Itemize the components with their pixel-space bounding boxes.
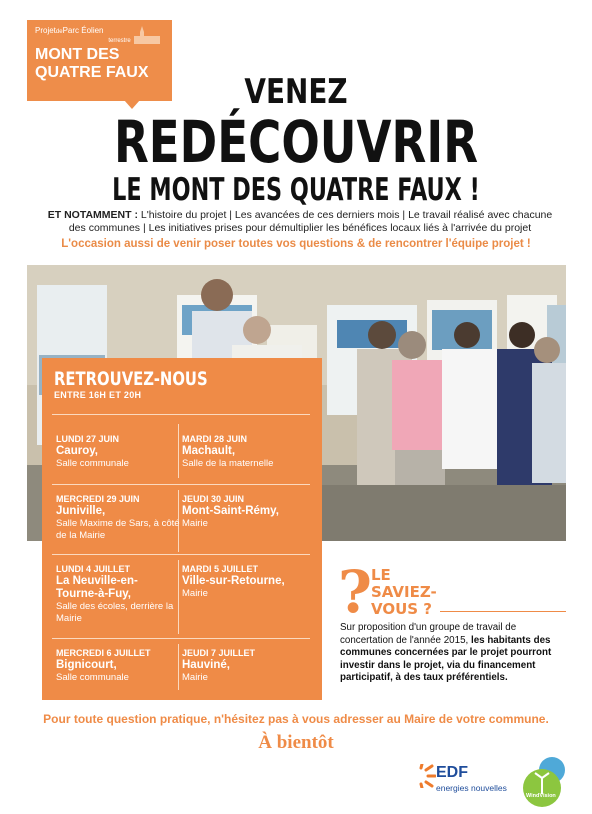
event-place: Mairie — [182, 518, 208, 529]
logo-de: de — [55, 29, 63, 35]
event-date: LUNDI 4 JUILLET — [56, 564, 131, 574]
schedule-vertical-divider — [178, 560, 179, 634]
logo-parc: Parc Éolien — [62, 26, 104, 35]
event-item — [182, 494, 312, 530]
saviez-vous-text — [340, 622, 570, 685]
event-date: MERCREDI 6 JUILLET — [56, 648, 151, 658]
event-date: JEUDI 30 JUIN — [182, 494, 245, 504]
event-item — [182, 648, 312, 684]
event-place: Mairie — [182, 672, 208, 683]
saviez-text-1: Sur proposition d'un groupe de travail de concertation de l'année 2015, — [340, 622, 517, 646]
headline-line-3: LE MONT DES QUATRE FAUX ! — [112, 172, 480, 208]
logo-projet: Projet — [35, 26, 56, 35]
event-village: La Neuville-en-Tourne-à-Fuy, — [56, 575, 138, 600]
event-village: Ville-sur-Retourne, — [182, 575, 285, 587]
notamment-label: ET NOTAMMENT : — [47, 209, 138, 221]
event-village: Bignicourt, — [56, 659, 117, 671]
saviez-title-2: SAVIEZ- — [371, 583, 437, 601]
event-place: Salle communale — [56, 458, 129, 469]
headline-line-2: REDÉCOUVRIR — [113, 108, 479, 176]
footer-closing: À bientôt — [258, 732, 334, 753]
headline-line-1: VENEZ — [244, 72, 348, 112]
schedule-divider — [52, 554, 310, 555]
saviez-vous-title — [371, 567, 437, 618]
schedule-box — [42, 358, 322, 700]
event-place: Salle Maxime de Sars, à côté de la Mairie — [56, 518, 180, 541]
saviez-title-3: VOUS ? — [371, 600, 433, 618]
event-item — [182, 564, 312, 600]
windvision-logo — [522, 756, 570, 813]
event-village: Machault, — [182, 445, 236, 457]
event-date: LUNDI 27 JUIN — [56, 434, 120, 444]
saviez-title-1: LE — [371, 566, 391, 584]
event-village: Cauroy, — [56, 445, 98, 457]
schedule-subtitle: ENTRE 16H ET 20H — [54, 390, 142, 400]
saviez-text-2: les habitants des communes concernées par le projet pourront investir dans le projet, via du financement participatif, à des taux préférentiels. — [340, 634, 552, 683]
event-date: MERCREDI 29 JUIN — [56, 494, 140, 504]
event-date: MARDI 28 JUIN — [182, 434, 248, 444]
event-place: Mairie — [182, 588, 208, 599]
edf-subtitle: energies nouvelles — [436, 783, 507, 793]
event-place: Salle communale — [56, 672, 129, 683]
edf-wordmark: EDF — [436, 764, 468, 781]
schedule-divider — [52, 638, 310, 639]
windvision-wordmark: WindVision — [526, 793, 556, 799]
event-date: JEUDI 7 JUILLET — [182, 648, 256, 658]
event-item — [56, 564, 178, 625]
footer-contact-line: Pour toute question pratique, n'hésitez pas à vous adresser au Maire de votre commune. — [43, 712, 549, 726]
schedule-divider — [52, 484, 310, 485]
schedule-title: RETROUVEZ-NOUS — [54, 368, 208, 390]
logo-terrestre: terrestre — [108, 38, 131, 44]
event-place: Salle de la maternelle — [182, 458, 274, 469]
edf-sun-icon — [408, 764, 436, 788]
event-village: Hauviné, — [182, 659, 230, 671]
church-icon — [132, 24, 162, 46]
event-item — [182, 434, 312, 470]
event-village: Juniville, — [56, 505, 106, 517]
event-item — [56, 494, 180, 542]
notamment-paragraph — [40, 209, 560, 235]
notamment-text: L'histoire du projet | Les avancées de ces derniers mois | Le travail réalisé avec chacune des communes | Les initiatives prises pour démultiplier les bénéfices locaux liés à l'arrivée du projet — [68, 209, 553, 234]
saviez-divider — [440, 611, 566, 612]
event-item — [56, 434, 186, 470]
occasion-line: L'occasion aussi de venir poser toutes vos questions & de rencontrer l'équipe projet ! — [61, 238, 531, 250]
event-village: Mont-Saint-Rémy, — [182, 505, 279, 517]
logo-title-2: QUATRE FAUX — [35, 64, 149, 81]
question-mark-icon: ? — [338, 558, 372, 626]
event-place: Salle des écoles, derrière la Mairie — [56, 601, 174, 624]
windvision-icon — [522, 756, 570, 808]
logo-title-1: MONT DES — [35, 46, 120, 63]
schedule-divider — [52, 414, 310, 415]
event-date: MARDI 5 JUILLET — [182, 564, 259, 574]
event-item — [56, 648, 186, 684]
